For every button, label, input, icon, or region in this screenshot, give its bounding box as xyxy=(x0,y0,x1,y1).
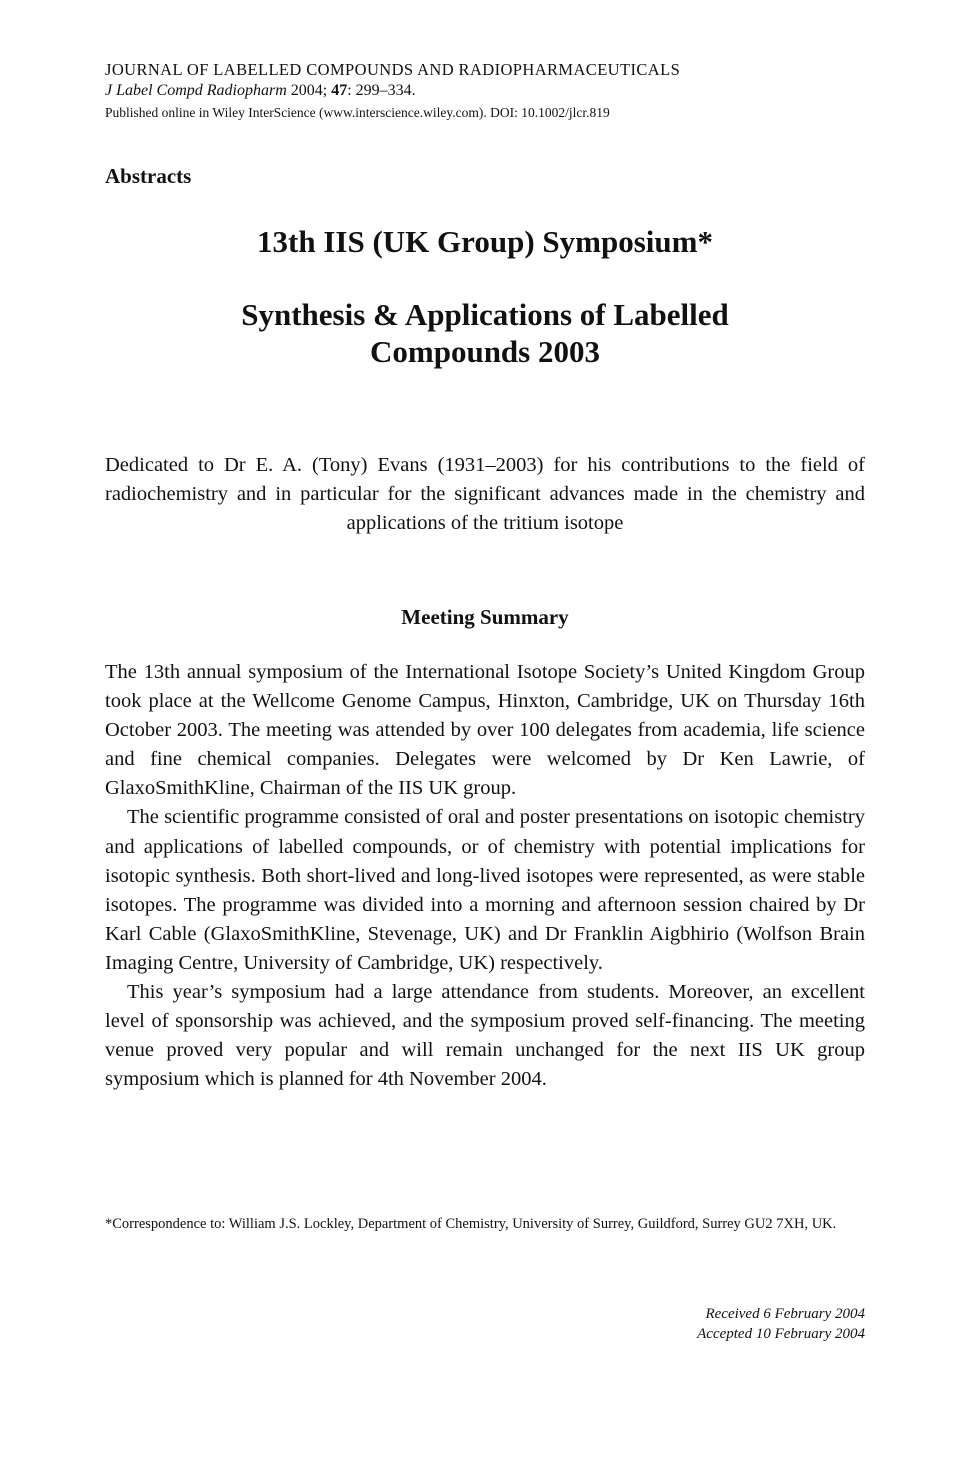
dedication: Dedicated to Dr E. A. (Tony) Evans (1931–2003) for his contributions to the field of radiochemistry and in particular for the significant advances made in the chemistry and applications of the tritium isotope xyxy=(105,454,865,534)
received-date: Received 6 February 2004 xyxy=(705,1306,865,1322)
journal-citation xyxy=(105,80,865,102)
citation-abbrev: J Label Compd Radiopharm xyxy=(105,82,287,99)
body-paragraph-3: This year’s symposium had a large attendance from students. Moreover, an excellent level of sponsorship was achieved, and the symposium proved self-financing. The meeting venue proved very popular and will remain unchanged for the next IIS UK group symposium which is planned for 4th November 2004. xyxy=(105,981,865,1091)
article-title-line-2a: Synthesis & Applications of Labelled xyxy=(241,297,729,332)
section-label: Abstracts xyxy=(105,164,192,188)
body-paragraph-1: The 13th annual symposium of the International Isotope Society’s United Kingdom Group took place at the Wellcome Genome Campus, Hinxton, Cambridge, UK on Thursday 16th October 2003. The meeting was attended by over 100 delegates from academia, life science and fine chemical companies. Delegates were welcomed by Dr Ken Lawrie, of GlaxoSmithKline, Chairman of the IIS UK group. xyxy=(105,661,865,800)
accepted-date: Accepted 10 February 2004 xyxy=(697,1326,865,1342)
citation-pages: : 299–334. xyxy=(347,82,416,99)
article-title-line-2b: Compounds 2003 xyxy=(370,334,600,369)
citation-volume: 47 xyxy=(331,82,348,99)
journal-name: JOURNAL OF LABELLED COMPOUNDS AND RADIOPHARMACEUTICALS xyxy=(105,60,681,79)
body-paragraph-2: The scientific programme consisted of oral and poster presentations on isotopic chemistry and applications of labelled compounds, or of chemistry with potential implications for isotopic synthesis. Both short-lived and long-lived isotopes were represented, as were stable isotopes. The programme was divided into a morning and afternoon session chaired by Dr Karl Cable (GlaxoSmithKline, Stevenage, UK) and Dr Franklin Aigbhirio (Wolfson Brain Imaging Centre, University of Cambridge, UK) respectively. xyxy=(105,806,865,974)
submission-dates xyxy=(697,1304,865,1344)
meeting-summary-body xyxy=(105,658,865,1094)
article-title-line-1: 13th IIS (UK Group) Symposium* xyxy=(257,224,713,259)
citation-year: 2004; xyxy=(290,82,328,99)
meeting-summary-heading: Meeting Summary xyxy=(401,605,569,629)
publication-info: Published online in Wiley InterScience (www.interscience.wiley.com). DOI: 10.1002/jlcr.819 xyxy=(105,105,610,120)
article-title-line-2 xyxy=(105,296,865,370)
journal-header xyxy=(105,60,865,124)
correspondence-footnote: *Correspondence to: William J.S. Lockley, Department of Chemistry, University of Surrey, Guildford, Surrey GU2 7XH, UK. xyxy=(105,1216,837,1232)
